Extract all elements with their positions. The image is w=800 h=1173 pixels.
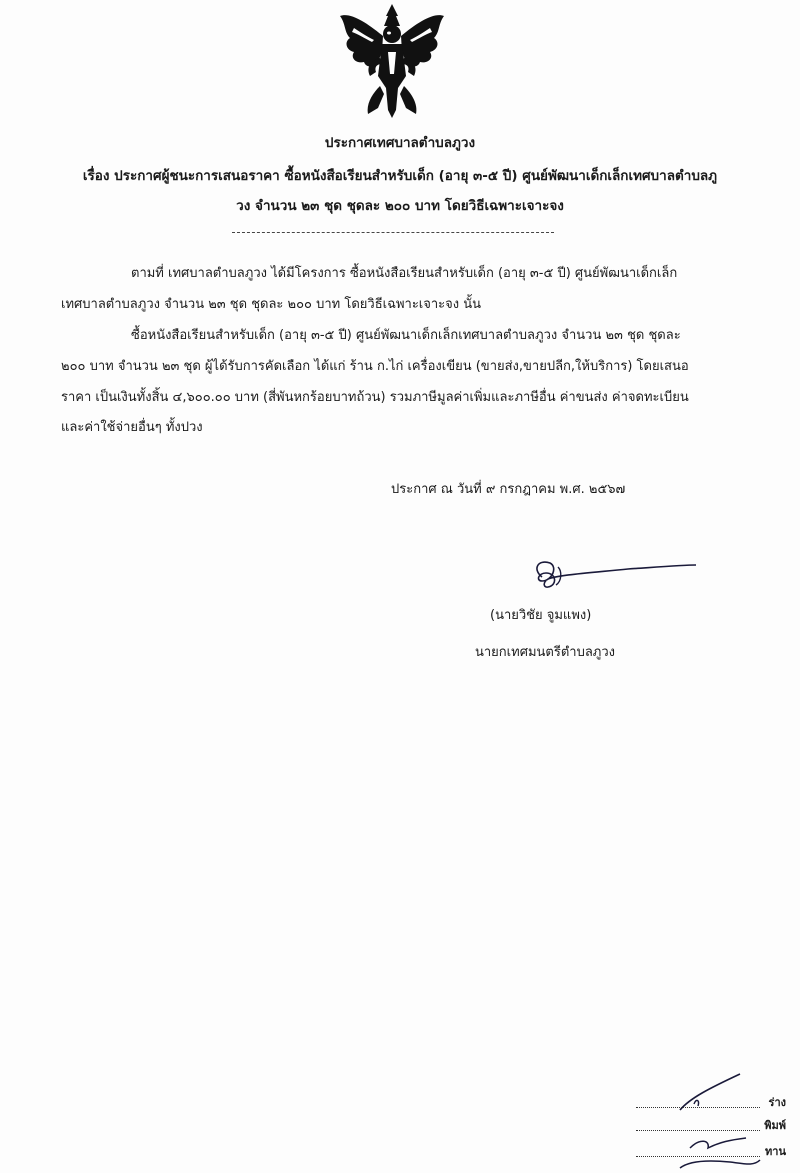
paragraph-2-line-3: ราคา เป็นเงินทั้งสิ้น ๔,๖๐๐.๐๐ บาท (สี่พันหกร้อยบาทถ้วน) รวมภาษีมูลค่าเพิ่มและภาษีอื่น ค่าขนส่ง ค่าจดทะเบียน xyxy=(61,390,689,405)
divider xyxy=(232,232,554,233)
signature-scribble-icon xyxy=(528,555,698,595)
initials-draft-label: ร่าง xyxy=(768,1096,786,1109)
dotted-line xyxy=(636,1156,760,1157)
initials-draft-row xyxy=(636,1093,786,1111)
paragraph-1-line-1: ตามที่ เทศบาลตำบลภูวง ได้มีโครงการ ซื้อหนังสือเรียนสำหรับเด็ก (อายุ ๓-๕ ปี) ศูนย์พัฒนาเด็กเล็ก xyxy=(131,266,678,281)
initials-review-row xyxy=(636,1142,786,1160)
signatory-name: (นายวิชัย จูมแพง) xyxy=(490,608,592,623)
subject-line: เรื่อง ประกาศผู้ชนะการเสนอราคา ซื้อหนังสือเรียนสำหรับเด็ก (อายุ ๓-๕ ปี) ศูนย์พัฒนาเด็กเล็กเทศบาลตำบลภู xyxy=(82,168,718,184)
subject-line-continued: วง จำนวน ๒๓ ชุด ชุดละ ๒๐๐ บาท โดยวิธีเฉพาะเจาะจง xyxy=(236,198,564,214)
initials-review-label: ทาน xyxy=(765,1145,786,1158)
dotted-line xyxy=(636,1130,760,1131)
paragraph-2-line-1: ซื้อหนังสือเรียนสำหรับเด็ก (อายุ ๓-๕ ปี) ศูนย์พัฒนาเด็กเล็กเทศบาลตำบลภูวง จำนวน ๒๓ ชุด ชุดละ xyxy=(131,328,681,343)
paragraph-2-line-4: และค่าใช้จ่ายอื่นๆ ทั้งปวง xyxy=(61,420,203,435)
dotted-line xyxy=(636,1107,760,1108)
paragraph-2-line-2: ๒๐๐ บาท จำนวน ๒๓ ชุด ผู้ได้รับการคัดเลือก ได้แก่ ร้าน ก.ไก่ เครื่องเขียน (ขายส่ง,ขายปลีก,ให้บริการ) โดยเสนอ xyxy=(61,359,689,374)
initials-print-row xyxy=(636,1116,786,1134)
document-heading: ประกาศเทศบาลตำบลภูวง xyxy=(324,135,476,151)
announcement-date: ประกาศ ณ วันที่ ๙ กรกฎาคม พ.ศ. ๒๕๖๗ xyxy=(391,482,626,497)
signatory-title: นายกเทศมนตรีตำบลภูวง xyxy=(475,645,615,660)
initials-print-label: พิมพ์ xyxy=(764,1119,786,1132)
garuda-emblem-icon xyxy=(336,2,448,120)
paragraph-1-line-2: เทศบาลตำบลภูวง จำนวน ๒๓ ชุด ชุดละ ๒๐๐ บาท โดยวิธีเฉพาะเจาะจง นั้น xyxy=(61,297,482,312)
